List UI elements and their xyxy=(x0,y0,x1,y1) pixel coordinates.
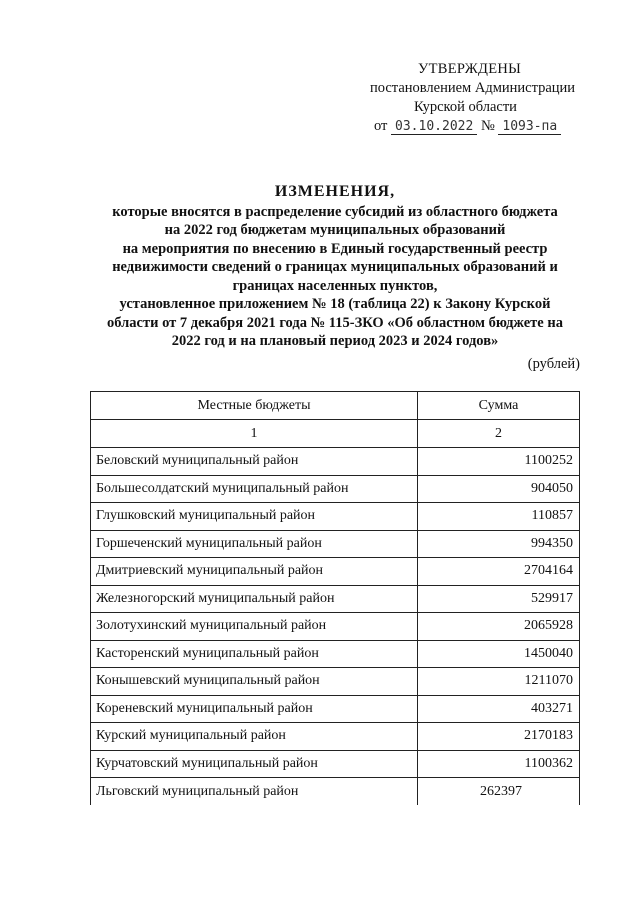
table-row xyxy=(91,750,580,778)
date-prefix: от xyxy=(374,118,388,134)
budget-amount: 1100362 xyxy=(418,750,580,778)
table-row xyxy=(91,448,580,476)
budget-name: Дмитриевский муниципальный район xyxy=(91,558,418,586)
units-label: (рублей) xyxy=(527,356,580,372)
document-heading xyxy=(90,183,580,351)
table-row xyxy=(91,558,580,586)
heading-line: которые вносятся в распределение субсидий из областного бюджета xyxy=(112,203,558,220)
budget-name: Железногорский муниципальный район xyxy=(91,585,418,613)
approval-issuer-line1: постановлением Администрации xyxy=(370,80,576,96)
number-prefix: № xyxy=(480,118,495,134)
budget-amount: 994350 xyxy=(418,530,580,558)
budget-name: Курский муниципальный район xyxy=(91,723,418,751)
budget-name: Большесолдатский муниципальный район xyxy=(91,475,418,503)
table-row xyxy=(91,723,580,751)
budget-amount: 262397 xyxy=(418,778,580,806)
heading-line: установленное приложением № 18 (таблица 22) к Закону Курской xyxy=(119,296,551,312)
approval-date: 03.10.2022 xyxy=(391,119,477,135)
budget-name: Курчатовский муниципальный район xyxy=(91,750,418,778)
budget-amount: 904050 xyxy=(418,475,580,503)
budget-amount: 529917 xyxy=(418,585,580,613)
budget-name: Горшеченский муниципальный район xyxy=(91,530,418,558)
approval-date-line xyxy=(370,117,620,136)
subsidy-table xyxy=(90,391,580,805)
heading-line: на 2022 год бюджетам муниципальных образований xyxy=(164,222,506,238)
heading-line: 2022 год и на плановый период 2023 и 2024 годов» xyxy=(171,333,499,349)
budget-amount: 1211070 xyxy=(418,668,580,696)
heading-line: недвижимости сведений о границах муниципальных образований и xyxy=(112,259,558,275)
header-budgets: Местные бюджеты xyxy=(91,392,418,420)
budget-amount: 110857 xyxy=(418,503,580,531)
approval-number: 1093-па xyxy=(498,119,561,135)
table-header-row xyxy=(91,392,580,420)
approval-status: УТВЕРЖДЕНЫ xyxy=(418,61,522,77)
heading-line: на мероприятия по внесению в Единый государственный реестр xyxy=(122,240,548,257)
budget-name: Конышевский муниципальный район xyxy=(91,668,418,696)
column-number-1: 1 xyxy=(91,420,418,448)
budget-amount: 1450040 xyxy=(418,640,580,668)
column-number-row xyxy=(91,420,580,448)
budget-name: Льговский муниципальный район xyxy=(91,778,418,806)
budget-name: Кореневский муниципальный район xyxy=(91,695,418,723)
table-row xyxy=(91,778,580,806)
budget-amount: 2065928 xyxy=(418,613,580,641)
budget-name: Касторенский муниципальный район xyxy=(91,640,418,668)
table-row xyxy=(91,530,580,558)
table-row xyxy=(91,695,580,723)
column-number-2: 2 xyxy=(418,420,580,448)
table-row xyxy=(91,503,580,531)
approval-block xyxy=(370,60,620,136)
heading-line: границах населенных пунктов, xyxy=(232,277,438,294)
budget-amount: 2170183 xyxy=(418,723,580,751)
approval-issuer-line2: Курской области xyxy=(414,99,517,115)
header-amount: Сумма xyxy=(418,392,580,420)
table-row xyxy=(91,585,580,613)
table-row xyxy=(91,640,580,668)
budget-name: Глушковский муниципальный район xyxy=(91,503,418,531)
table-row xyxy=(91,475,580,503)
budget-name: Золотухинский муниципальный район xyxy=(91,613,418,641)
table-row xyxy=(91,613,580,641)
budget-amount: 403271 xyxy=(418,695,580,723)
table-row xyxy=(91,668,580,696)
budget-amount: 1100252 xyxy=(418,448,580,476)
budget-name: Беловский муниципальный район xyxy=(91,448,418,476)
document-title: ИЗМЕНЕНИЯ, xyxy=(274,183,396,200)
budget-amount: 2704164 xyxy=(418,558,580,586)
heading-line: области от 7 декабря 2021 года № 115-ЗКО «Об областном бюджете на xyxy=(107,314,563,331)
